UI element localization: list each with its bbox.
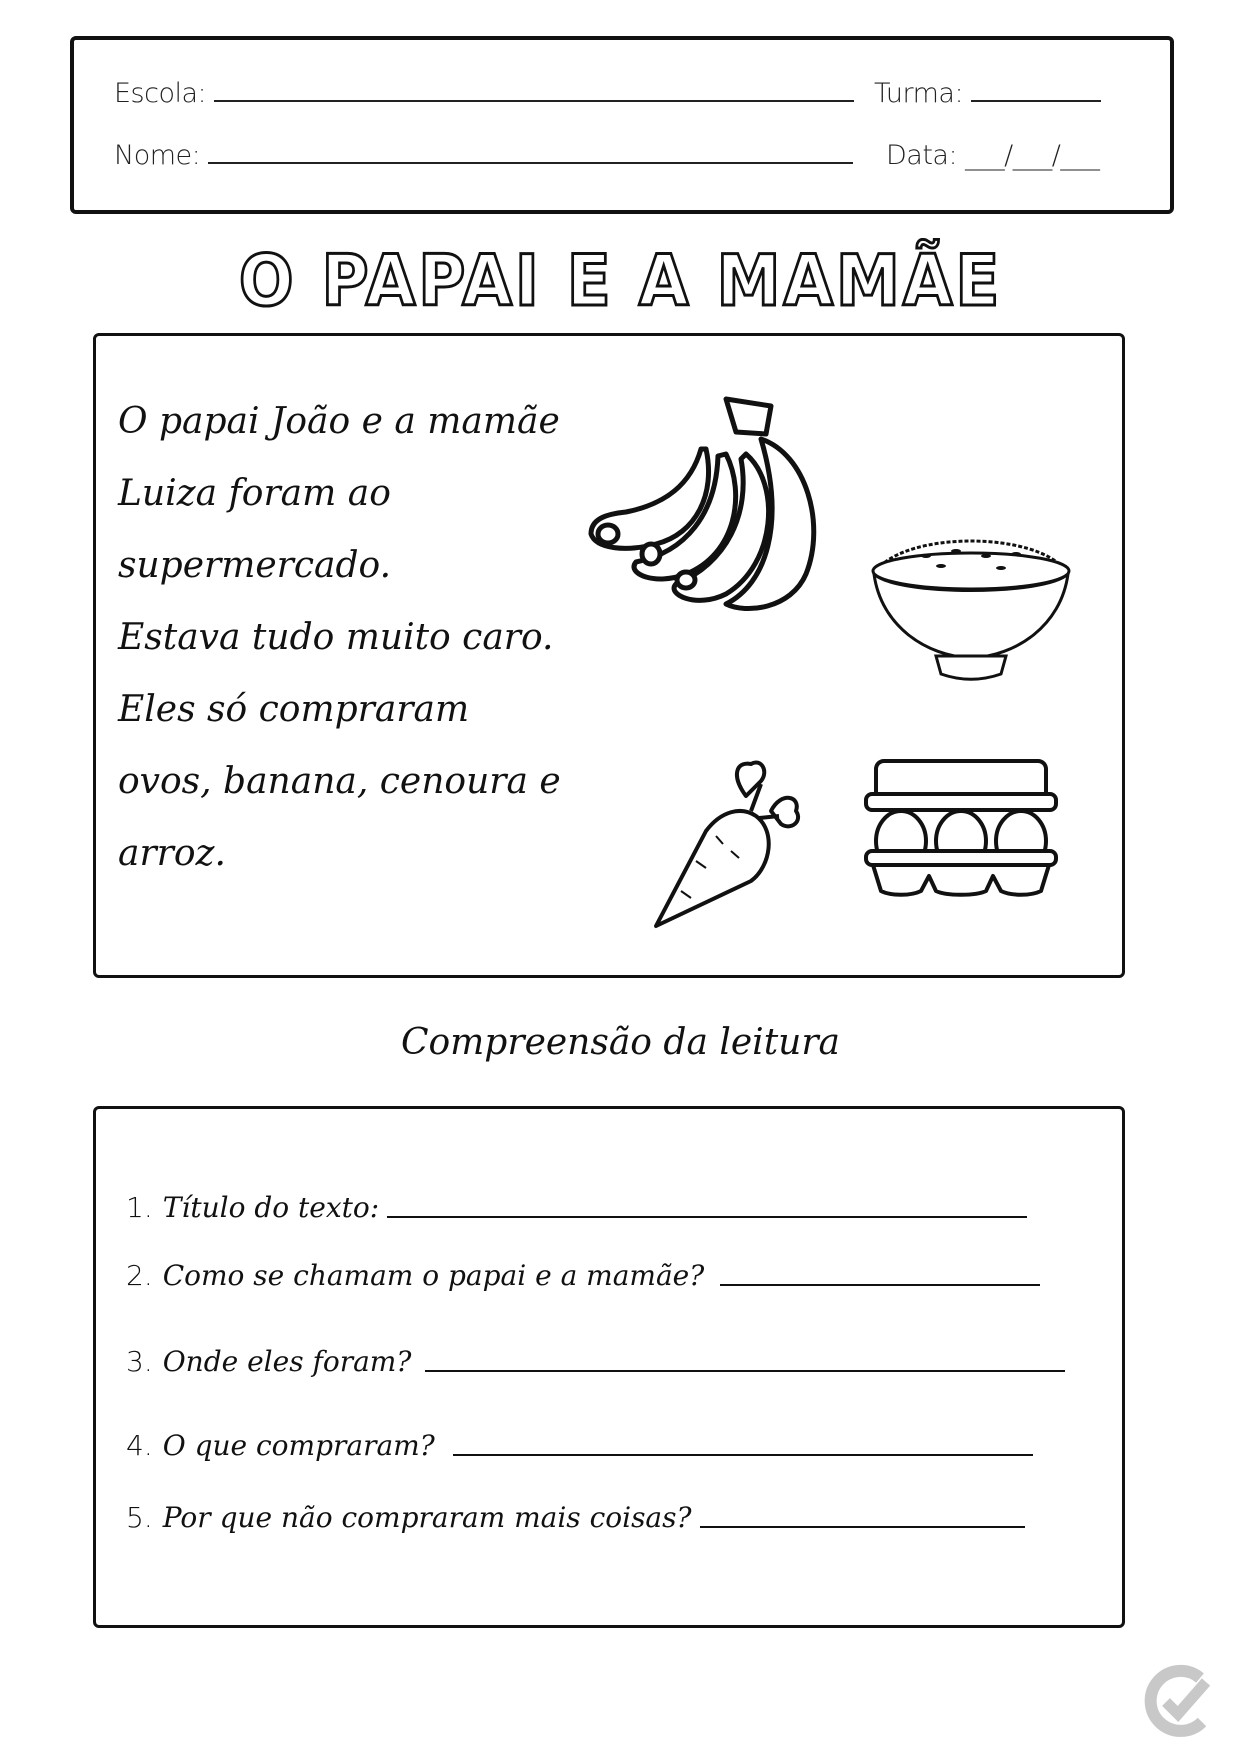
school-row (114, 78, 854, 109)
question-text: O que compraram? (162, 1429, 435, 1462)
questions-box (93, 1106, 1125, 1628)
page-title: O PAPAI E A MAMÃE (238, 240, 1003, 322)
class-field[interactable] (971, 80, 1101, 102)
student-info-box (70, 36, 1174, 214)
story-line: Eles só compraram (118, 689, 470, 730)
question-number: 2. (126, 1259, 153, 1292)
story-box (93, 333, 1125, 978)
school-field[interactable] (214, 80, 854, 102)
date-row (886, 140, 1099, 171)
date-field[interactable]: ___/___/___ (965, 140, 1100, 171)
egg-carton-icon (861, 756, 1061, 901)
class-row (874, 78, 1101, 109)
answer-line-5[interactable] (700, 1525, 1025, 1528)
checkmark-logo-icon (1140, 1660, 1220, 1740)
answer-line-4[interactable] (453, 1453, 1033, 1456)
story-line: O papai João e a mamãe (118, 401, 560, 442)
school-label: Escola: (114, 78, 207, 109)
question-3 (126, 1345, 1065, 1378)
question-number: 3. (126, 1345, 153, 1378)
story-text (118, 386, 561, 890)
question-text: Onde eles foram? (162, 1345, 412, 1378)
name-label: Nome: (114, 140, 201, 171)
class-label: Turma: (874, 78, 964, 109)
story-line: arroz. (118, 833, 226, 874)
question-number: 4. (126, 1429, 153, 1462)
question-1 (126, 1191, 1027, 1224)
name-field[interactable] (208, 142, 853, 164)
story-line: Luiza foram ao (118, 473, 391, 514)
banana-icon (586, 394, 826, 614)
question-text: Título do texto: (162, 1191, 380, 1224)
story-line: ovos, banana, cenoura e (118, 761, 561, 802)
question-5 (126, 1501, 1025, 1534)
question-2 (126, 1259, 1040, 1292)
question-text: Como se chamam o papai e a mamãe? (162, 1259, 705, 1292)
date-label: Data: (886, 140, 958, 171)
question-4 (126, 1429, 1033, 1462)
name-row (114, 140, 853, 171)
carrot-icon (651, 756, 811, 931)
question-number: 1. (126, 1191, 153, 1224)
answer-line-2[interactable] (720, 1283, 1040, 1286)
story-line: supermercado. (118, 545, 392, 586)
story-line: Estava tudo muito caro. (118, 617, 554, 658)
question-text: Por que não compraram mais coisas? (162, 1501, 692, 1534)
question-number: 5. (126, 1501, 153, 1534)
answer-line-3[interactable] (425, 1369, 1065, 1372)
rice-bowl-icon (866, 526, 1076, 686)
section-title: Compreensão da leitura (400, 1022, 841, 1063)
answer-line-1[interactable] (387, 1215, 1027, 1218)
